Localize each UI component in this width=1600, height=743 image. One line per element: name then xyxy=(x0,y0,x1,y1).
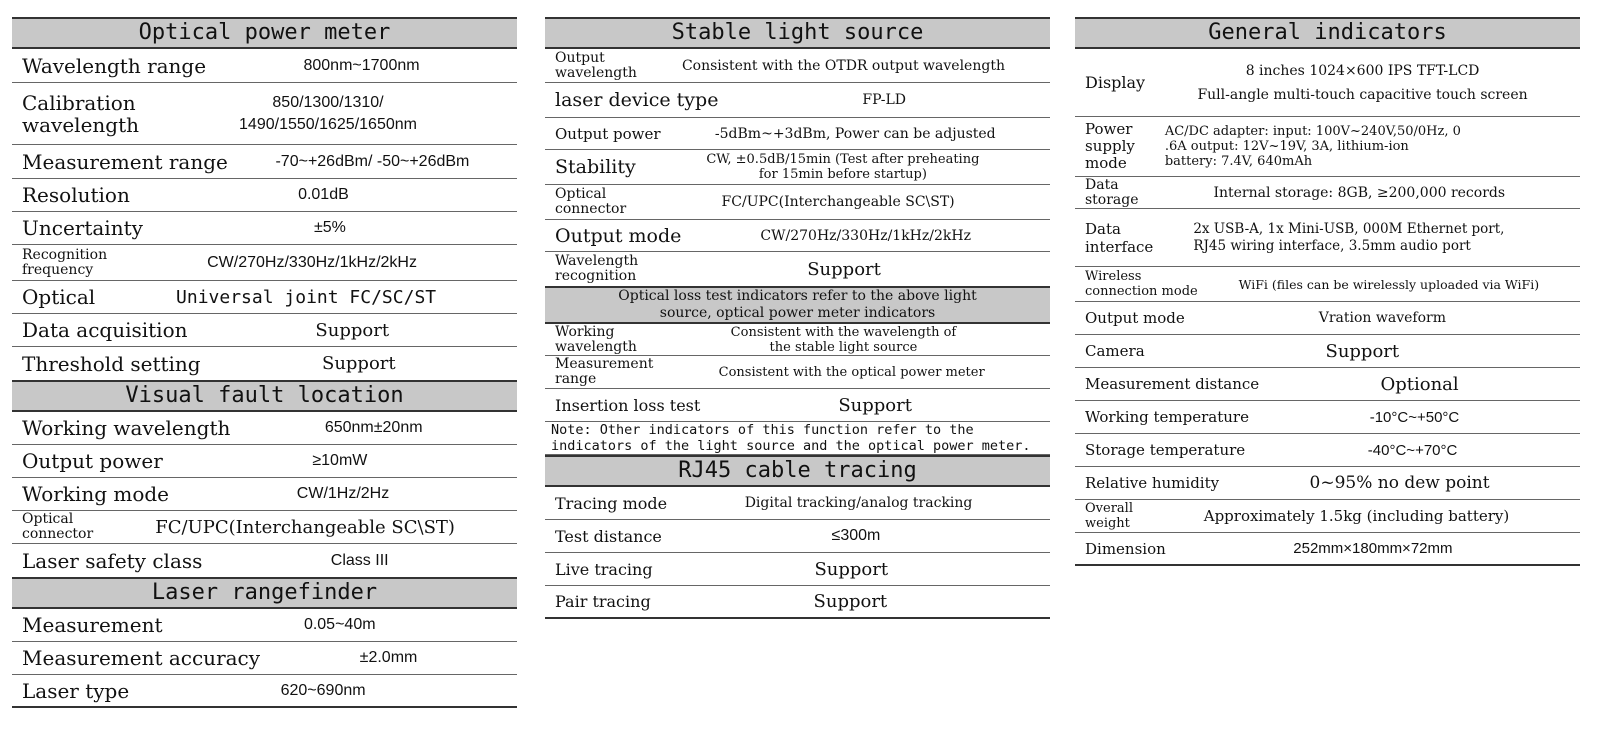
spec-row-calibration-wavelength xyxy=(12,83,517,145)
spec-label: Output mode xyxy=(555,224,682,247)
spec-label: Measurement xyxy=(22,613,163,637)
spec-value: 0.01dB xyxy=(298,186,349,203)
spec-row-optical xyxy=(12,281,517,314)
spec-label: Display xyxy=(1085,73,1146,92)
spec-label: Wavelength recognition xyxy=(555,253,639,284)
spec-label: Optical xyxy=(22,285,96,309)
spec-value: ±5% xyxy=(314,219,346,236)
spec-row-uncertainty xyxy=(12,212,517,245)
spec-value: -10°C~+50°C xyxy=(1369,408,1460,426)
spec-value: FP-LD xyxy=(862,92,907,108)
spec-row-working-wavelength xyxy=(12,412,517,445)
spec-value: 620~690nm xyxy=(280,681,366,699)
spec-value: -40°C~+70°C xyxy=(1367,441,1458,459)
spec-row-data-acquisition xyxy=(12,314,517,347)
spec-label: Optical connector xyxy=(555,186,627,217)
spec-label: Working wavelength xyxy=(22,416,231,440)
spec-row-output-power xyxy=(545,118,1050,150)
spec-row-output-wavelength xyxy=(545,49,1050,83)
spec-row-relative-humidity xyxy=(1075,467,1580,500)
spec-value: Digital tracking/analog tracking xyxy=(744,495,973,511)
section-header-optical-loss: Optical loss test indicators refer to the above light source, optical power meter indicators xyxy=(545,286,1050,324)
spec-label: Test distance xyxy=(555,526,662,546)
spec-value: Consistent with the OTDR output wavelength xyxy=(681,57,1005,74)
spec-row-output-power xyxy=(12,445,517,478)
spec-value: 850/1300/1310/ 1490/1550/1625/1650nm xyxy=(239,93,417,133)
spec-value: Consistent with the optical power meter xyxy=(718,364,985,380)
spec-label: Power supply mode xyxy=(1085,120,1135,172)
section-header-laser-rangefinder: Laser rangefinder xyxy=(12,577,517,609)
spec-value: FC/UPC(Interchangeable SC\ST) xyxy=(155,516,455,538)
spec-value: CW/270Hz/330Hz/1kHz/2kHz xyxy=(760,227,971,244)
spec-value: 800nm~1700nm xyxy=(303,56,420,74)
spec-value: Class III xyxy=(330,551,389,569)
spec-label: Recognition frequency xyxy=(22,246,108,278)
spec-label: Insertion loss test xyxy=(555,395,701,415)
spec-row-camera xyxy=(1075,335,1580,368)
spec-value: 252mm×180mm×72mm xyxy=(1293,540,1453,557)
spec-row-threshold-setting xyxy=(12,347,517,380)
spec-label: Optical connector xyxy=(22,511,94,542)
spec-value: Support xyxy=(813,591,888,612)
spec-label: Camera xyxy=(1085,342,1145,360)
spec-label: Stability xyxy=(555,156,636,178)
spec-label: Uncertainty xyxy=(22,216,143,240)
spec-row-working-temperature xyxy=(1075,401,1580,434)
spec-row-working-mode xyxy=(12,478,517,511)
spec-row-dimension xyxy=(1075,533,1580,566)
spec-label: Laser safety class xyxy=(22,548,203,573)
spec-label: Pair tracing xyxy=(555,592,651,611)
spec-label: Working mode xyxy=(22,482,170,506)
spec-row-optical-connector xyxy=(545,185,1050,220)
spec-label: Data interface xyxy=(1085,219,1154,256)
spec-row-display xyxy=(1075,49,1580,117)
spec-label: Output power xyxy=(555,124,661,143)
spec-row-storage-temperature xyxy=(1075,434,1580,467)
section-header-rj45-cable-tracing: RJ45 cable tracing xyxy=(545,455,1050,487)
spec-label: Measurement range xyxy=(555,356,654,387)
spec-label: Threshold setting xyxy=(22,351,201,376)
column-middle xyxy=(545,17,1050,619)
spec-value: Support xyxy=(814,558,889,580)
spec-label: Tracing mode xyxy=(555,493,668,513)
spec-row-live-tracing xyxy=(545,553,1050,586)
spec-label: Output wavelength xyxy=(555,49,637,81)
spec-label: Output power xyxy=(22,449,163,473)
spec-row-output-mode xyxy=(1075,302,1580,335)
spec-row-pair-tracing xyxy=(545,586,1050,619)
spec-value: Support xyxy=(321,353,396,374)
spec-label: Measurement distance xyxy=(1085,375,1260,393)
spec-value: Consistent with the wavelength of the stable light source xyxy=(730,324,957,355)
spec-row-insertion-loss-test xyxy=(545,389,1050,421)
spec-label: Data acquisition xyxy=(22,318,188,342)
spec-label: Measurement range xyxy=(22,149,228,174)
spec-label: Resolution xyxy=(22,183,130,207)
spec-value: WiFi (files can be wirelessly uploaded via WiFi) xyxy=(1238,276,1540,292)
spec-row-laser-device-type xyxy=(545,83,1050,118)
spec-row-measurement-distance xyxy=(1075,368,1580,401)
spec-value: ≤300m xyxy=(831,527,881,544)
spec-label: Working temperature xyxy=(1085,408,1249,426)
spec-row-data-storage xyxy=(1075,177,1580,209)
spec-label: laser device type xyxy=(555,89,719,111)
spec-label: Laser type xyxy=(22,678,130,703)
spec-label: Live tracing xyxy=(555,559,653,579)
spec-value: ±2.0mm xyxy=(359,649,418,666)
spec-row-overall-weight xyxy=(1075,500,1580,533)
spec-value: FC/UPC(Interchangeable SC\ST) xyxy=(721,194,955,210)
spec-row-wavelength-recognition xyxy=(545,252,1050,286)
section-header-stable-light-source: Stable light source xyxy=(545,17,1050,49)
spec-value: Support xyxy=(838,394,912,416)
section-header-general-indicators: General indicators xyxy=(1075,17,1580,49)
spec-row-measurement-accuracy xyxy=(12,642,517,675)
spec-row-measurement-range xyxy=(12,145,517,179)
spec-label: Wavelength range xyxy=(22,53,207,78)
spec-label: Calibration wavelength xyxy=(22,90,140,137)
spec-label: Data storage xyxy=(1085,176,1139,208)
spec-row-working-wavelength xyxy=(545,324,1050,356)
spec-value: 0.05~40m xyxy=(303,616,376,633)
spec-label: Storage temperature xyxy=(1085,441,1246,459)
spec-label: Overall weight xyxy=(1085,501,1133,531)
column-left xyxy=(12,17,517,708)
spec-label: Measurement accuracy xyxy=(22,646,261,670)
spec-value: Universal joint FC/SC/ST xyxy=(176,286,437,308)
spec-row-measurement xyxy=(12,609,517,642)
spec-value: 0~95% no dew point xyxy=(1309,473,1490,493)
spec-value: Optional xyxy=(1380,373,1459,395)
spec-value: 2x USB-A, 1x Mini-USB, 000M Ethernet port, RJ45 wiring interface, 3.5mm audio port xyxy=(1193,220,1505,254)
spec-value: ≥10mW xyxy=(312,452,368,469)
spec-row-power-supply-mode xyxy=(1075,117,1580,177)
spec-row-laser-type xyxy=(12,675,517,708)
section-header-visual-fault-location: Visual fault location xyxy=(12,380,517,412)
spec-value: Internal storage: 8GB, ≥200,000 records xyxy=(1213,184,1506,201)
spec-label: Output mode xyxy=(1085,309,1185,327)
spec-row-data-interface xyxy=(1075,209,1580,267)
spec-value: CW/1Hz/2Hz xyxy=(296,485,390,502)
spec-value: Approximately 1.5kg (including battery) xyxy=(1203,507,1510,525)
spec-value: -70~+26dBm/ -50~+26dBm xyxy=(275,152,470,170)
spec-label: Relative humidity xyxy=(1085,474,1220,492)
spec-value: Support xyxy=(1325,340,1400,362)
spec-value: Vration waveform xyxy=(1318,310,1447,326)
spec-row-wavelength-range xyxy=(12,49,517,83)
spec-label: Wireless connection mode xyxy=(1085,269,1198,299)
spec-row-optical-connector xyxy=(12,511,517,544)
spec-value: 8 inches 1024×600 IPS TFT-LCD Full-angle multi-touch capacitive touch screen xyxy=(1197,62,1528,103)
spec-value: -5dBm~+3dBm, Power can be adjusted xyxy=(714,125,996,142)
spec-value: CW/270Hz/330Hz/1kHz/2kHz xyxy=(207,253,417,271)
function-note: Note: Other indicators of this function refer to the indicators of the light source and the optical power meter. xyxy=(545,421,1050,455)
spec-value: Support xyxy=(315,319,390,341)
spec-row-recognition-frequency xyxy=(12,245,517,281)
spec-label: Dimension xyxy=(1085,539,1166,558)
spec-row-tracing-mode xyxy=(545,487,1050,520)
spec-label: Working wavelength xyxy=(555,323,637,355)
spec-row-test-distance xyxy=(545,520,1050,553)
spec-value: CW, ±0.5dB/15min (Test after preheating for 15min before startup) xyxy=(706,152,980,182)
section-header-optical-power-meter: Optical power meter xyxy=(12,17,517,49)
spec-row-measurement-range xyxy=(545,356,1050,389)
spec-row-laser-safety-class xyxy=(12,544,517,577)
spec-value: 650nm±20nm xyxy=(324,419,423,436)
spec-row-wireless-connection-mode xyxy=(1075,267,1580,302)
spec-row-resolution xyxy=(12,179,517,212)
spec-row-stability xyxy=(545,150,1050,185)
spec-row-output-mode xyxy=(545,220,1050,252)
spec-value: AC/DC adapter: input: 100V~240V,50/0Hz, 0 .6A output: 12V~19V, 3A, lithium-ion battery: 7.4V, 640mAh xyxy=(1164,124,1461,169)
spec-value: Support xyxy=(807,258,881,280)
column-right xyxy=(1075,17,1580,566)
